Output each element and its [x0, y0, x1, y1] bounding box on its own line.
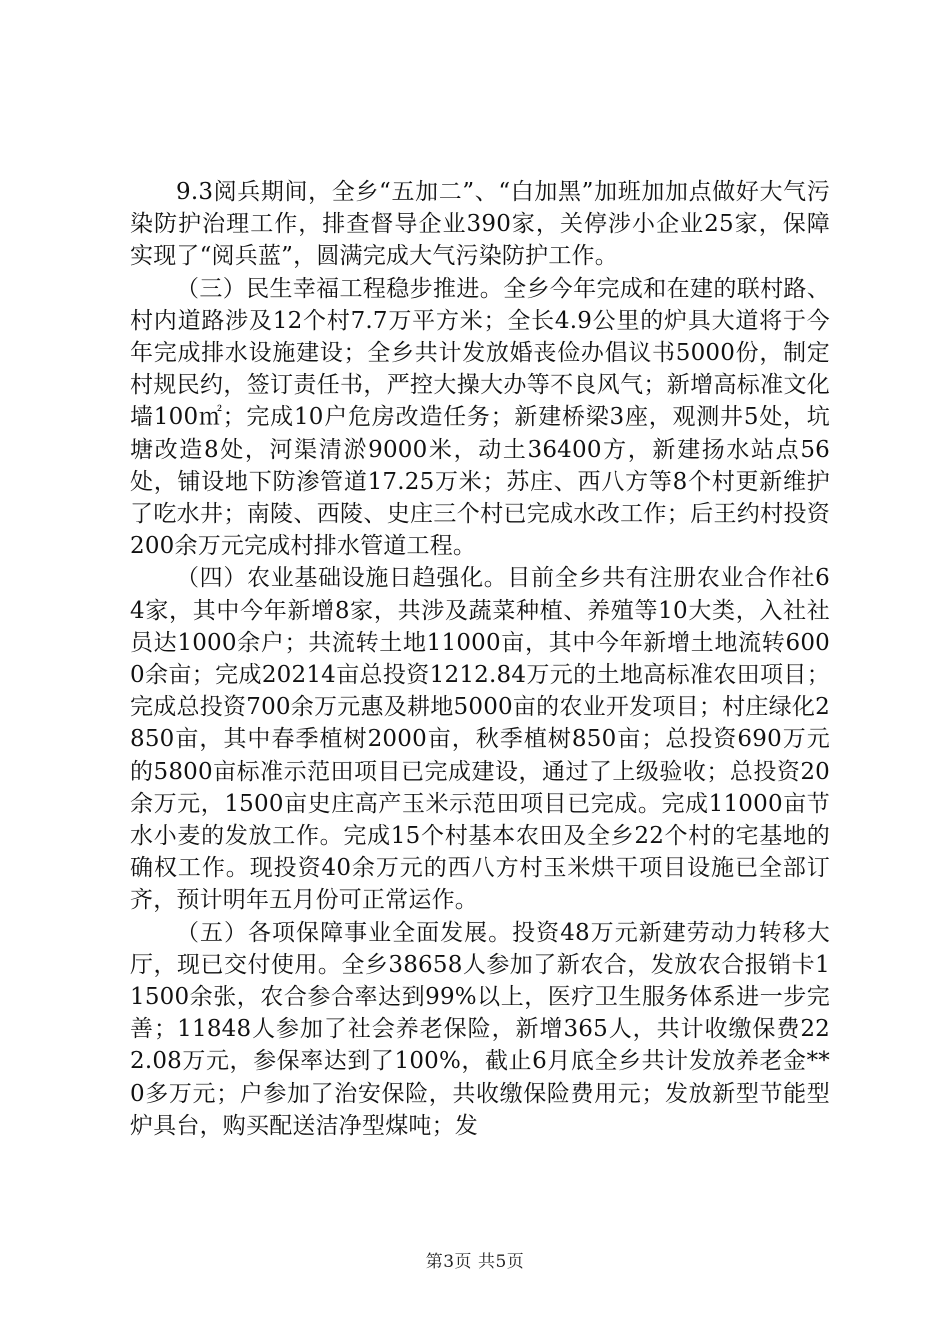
paragraph-livelihood: （三）民生幸福工程稳步推进。全乡今年完成和在建的联村路、村内道路涉及12个村7.7万平方米；全长4.9公里的炉具大道将于今年完成排水设施建设；全乡共计发放婚丧俭办倡议书5000份，制定村规民约，签订责任书，严控大操大办等不良风气；新增高标准文化墙100㎡；完成10户危房改造任务；新建桥梁3座，观测井5处，坑塘改造8处，河渠清淤9000米，动土36400方，新建扬水站点56处，铺设地下防渗管道17.25万米；苏庄、西八方等8个村更新维护了吃水井；南陵、西陵、史庄三个村已完成水改工作；后王约村投资200余万元完成村排水管道工程。	[130, 275, 830, 560]
paragraph-social-security: （五）各项保障事业全面发展。投资48万元新建劳动力转移大厅，现已交付使用。全乡38658人参加了新农合，发放农合报销卡11500余张，农合参合率达到99%以上，医疗卫生服务体系进一步完善；11848人参加了社会养老保险，新增365人，共计收缴保费222.08万元，参保率达到了100%，截止6月底全乡共计发放养老金**0多万元；户参加了治安保险，共收缴保险费用元；发放新型节能型炉具台，购买配送洁净型煤吨；发	[130, 919, 830, 1139]
paragraph-air-pollution: 9.3阅兵期间，全乡“五加二”、“白加黑”加班加加点做好大气污染防护治理工作，排查督导企业390家，关停涉小企业25家，保障实现了“阅兵蓝”，圆满完成大气污染防护工作。	[130, 179, 830, 270]
page-footer: 第3页 共5页	[425, 1252, 525, 1272]
body-text	[130, 176, 830, 1142]
paragraph-agriculture: （四）农业基础设施日趋强化。目前全乡共有注册农业合作社64家，其中今年新增8家，共涉及蔬菜种植、养殖等10大类，入社社员达1000余户；共流转土地11000亩，其中今年新增土地流转6000余亩；完成20214亩总投资1212.84万元的土地高标准农田项目；完成总投资700余万元惠及耕地5000亩的农业开发项目；村庄绿化2850亩，其中春季植树2000亩，秋季植树850亩；总投资690万元的5800亩标准示范田项目已完成建设，通过了上级验收；总投资20余万元，1500亩史庄高产玉米示范田项目已完成。完成11000亩节水小麦的发放工作。完成15个村基本农田及全乡22个村的宅基地的确权工作。现投资40余万元的西八方村玉米烘干项目设施已全部订齐，预计明年五月份可正常运作。	[130, 565, 830, 914]
